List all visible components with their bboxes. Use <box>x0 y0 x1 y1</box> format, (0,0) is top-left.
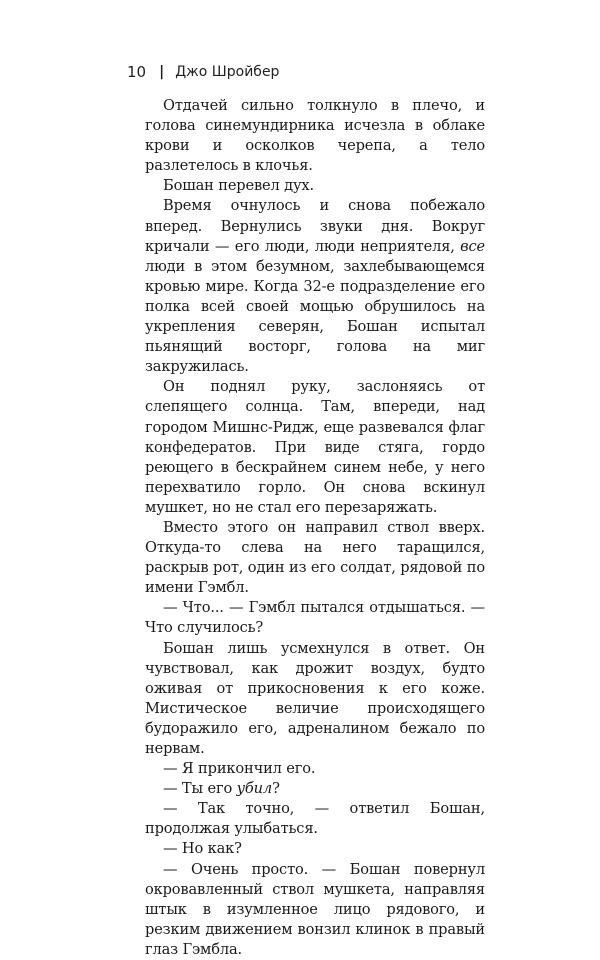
emphasis: убил <box>236 780 273 798</box>
page-number: 10 <box>127 63 147 81</box>
paragraph: Отдачей сильно толкнуло в плечо, и голова синемундирника исчезла в облаке крови и осколков черепа, а тело разлетелось в клочья. <box>145 97 485 175</box>
paragraph: Бошан лишь усмехнулся в ответ. Он чувствовал, как дрожит воздух, будто оживая от прикосновения к его коже. Мистическое величие происходящего будоражило его, адреналином бежало по нервам. <box>145 639 485 757</box>
emphasis: все <box>460 237 485 255</box>
running-header <box>127 63 279 81</box>
paragraph: Время очнулось и снова побежало вперед. Вернулись звуки дня. Вокруг кричали — его люди, люди неприятеля, все люди в этом безумном, захлебывающемся кровью мире. Когда 32-е подразделение его полка всей своей мощью обрушилось на укрепления северян, Бошан испытал пьянящий восторг, голова на миг закружилась. <box>145 197 485 376</box>
header-separator: | <box>159 64 165 80</box>
paragraph: Бошан перевел дух. <box>163 177 314 195</box>
paragraph: — Но как? <box>163 840 242 858</box>
author-name: Джо Шройбер <box>175 64 280 80</box>
paragraph: — Очень просто. — Бошан повернул окровавленный ствол мушкета, направляя штык в изумленное лицо рядового, и резким движением вонзил клинок в правый глаз Гэмбла. <box>145 860 485 958</box>
paragraph: — Ты его убил? <box>163 780 280 798</box>
paragraph: Он поднял руку, заслоняясь от слепящего солнца. Там, впереди, над городом Мишнс-Ридж, еще развевался флаг конфедератов. При виде стяга, гордо реющего в бескрайнем синем небе, у него перехватило горло. Он снова вскинул мушкет, но не стал его перезаряжать. <box>145 378 485 516</box>
body-text <box>145 96 485 960</box>
paragraph: — Что... — Гэмбл пытался отдышаться. — Что случилось? <box>145 599 485 637</box>
paragraph: Вместо этого он направил ствол вверх. Откуда-то слева на него таращился, раскрыв рот, один из его солдат, рядовой по имени Гэмбл. <box>145 518 485 597</box>
paragraph: — Я прикончил его. <box>163 760 316 778</box>
paragraph: — Так точно, — ответил Бошан, продолжая улыбаться. <box>145 800 485 838</box>
